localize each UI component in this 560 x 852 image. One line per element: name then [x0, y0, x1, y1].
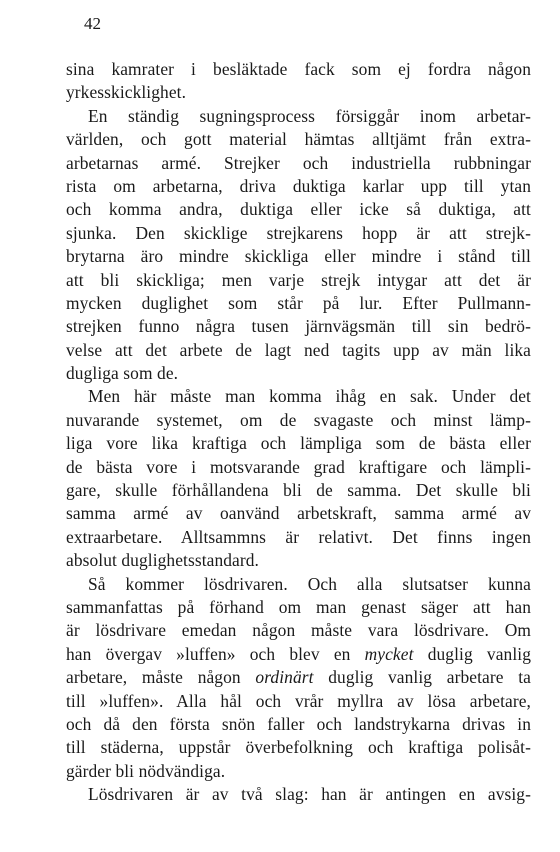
- text-line: till städerna, uppstår överbefolkning och kraftiga polisåt-: [66, 737, 531, 758]
- text-line: [66, 643, 531, 666]
- text-segment: duglig vanlig: [413, 643, 531, 664]
- text-line: mycken duglighet som står på lur. Efter Pullmann-: [66, 292, 531, 313]
- text-line: arbetarnas armé. Strejker och industriella rubbningar: [66, 152, 531, 173]
- text-line: samma armé av oanvänd arbetskraft, samma armé av: [66, 503, 531, 524]
- text-line: Så kommer lösdrivaren. Och alla slutsatser kunna: [88, 573, 531, 594]
- text-line: sammanfattas på förhand om man genast säger att han: [66, 596, 531, 617]
- text-line: sina kamrater i besläktade fack som ej fordra någon: [66, 59, 531, 79]
- text-line: att bli skickliga; men varje strejk intygar att det är: [66, 269, 531, 290]
- text-line: dugliga som de.: [66, 363, 179, 384]
- text-line: extraarbetare. Alltsammns är relativt. Det finns ingen: [66, 526, 531, 547]
- text-segment: arbetare, måste någon: [66, 667, 256, 688]
- text-line: världen, och gott material hämtas alltjämt från extra-: [66, 129, 531, 150]
- page-number: 42: [84, 14, 101, 33]
- text-line: gärder bli nödvändiga.: [66, 760, 226, 781]
- text-line: och komma andra, duktiga eller icke så duktiga, att: [66, 199, 531, 220]
- text-line: rista om arbetarna, driva duktiga karlar upp till ytan: [66, 175, 531, 196]
- text-line: till »luffen». Alla hål och vrår myllra av lösa arbetare,: [66, 690, 531, 711]
- text-line: och då den första snön faller och landstrykarna drivas in: [66, 713, 531, 734]
- text-line: yrkesskicklighet.: [66, 82, 187, 103]
- text-line: velse att det arbete de lagt ned tagits upp av män lika: [66, 339, 531, 360]
- text-line: de bästa vore i motsvarande grad kraftigare och lämpli-: [66, 456, 531, 477]
- text-line: brytarna äro mindre skickliga eller mindre i stånd till: [66, 246, 531, 267]
- italic-word: ordinärt: [255, 667, 314, 688]
- text-segment: duglig vanlig arbetare ta: [313, 667, 531, 688]
- text-segment: han övergav »luffen» och blev en: [66, 643, 365, 664]
- text-line: En ständig sugningsprocess försiggår inom arbetar-: [88, 105, 531, 126]
- text-line: Men här måste man komma ihåg en sak. Under det: [88, 386, 531, 407]
- text-line: strejken funno några tusen järnvägsmän till sin bedrö-: [66, 316, 531, 337]
- text-line: absolut duglighetsstandard.: [66, 550, 260, 571]
- text-line: liga vore lika kraftiga och lämpliga som de bästa eller: [66, 433, 531, 454]
- text-line: sjunka. Den skicklige strejkarens hopp är att strejk-: [66, 222, 531, 243]
- text-line: nuvarande systemet, om de svagaste och minst lämp-: [66, 409, 531, 430]
- text-line: är lösdrivare emedan någon måste vara lösdrivare. Om: [66, 620, 531, 641]
- italic-word: mycket: [364, 643, 414, 664]
- text-line: gare, skulle förhållandena bli de samma. Det skulle bli: [66, 480, 531, 501]
- body-text: [66, 58, 531, 807]
- text-line: Lösdrivaren är av två slag: han är antingen en avsig-: [88, 784, 531, 805]
- text-line: [66, 666, 531, 689]
